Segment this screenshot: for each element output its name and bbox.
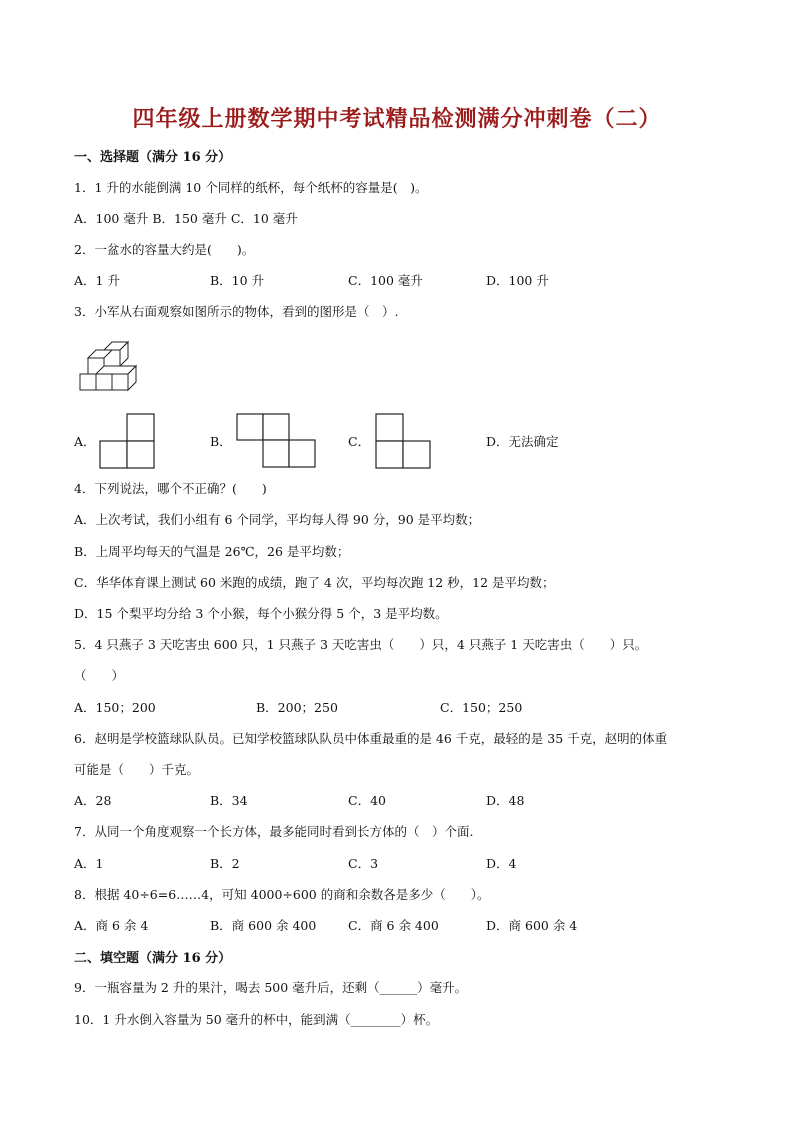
page-title: 四年级上册数学期中考试精品检测满分冲刺卷（二）	[132, 106, 662, 132]
question-7-options	[74, 854, 734, 872]
option-c: C．	[348, 434, 371, 449]
question-4-option-b: B．上周平均每天的气温是 26℃，26 是平均数；	[74, 544, 350, 559]
view-shape-b	[236, 413, 316, 469]
option-a: A．28	[74, 793, 112, 808]
option-d: D．4	[486, 856, 517, 871]
cube-stack-figure	[78, 336, 148, 394]
question-6: 6．赵明是学校篮球队队员。已知学校篮球队队员中体重最重的是 46 千克，最轻的是 35 千克，赵明的体重	[74, 731, 668, 746]
question-10: 10．1 升水倒入容量为 50 毫升的杯中，能到满（________）杯。	[74, 1012, 439, 1027]
view-shape-a	[99, 413, 155, 469]
option-a: A．1	[74, 856, 104, 871]
section-heading-choice: 一、选择题（满分 16 分）	[74, 150, 232, 165]
option-c: C．3	[348, 856, 379, 871]
option-b: B．200；250	[256, 700, 338, 715]
option-b: B．2	[210, 856, 240, 871]
question-2-options	[74, 271, 734, 289]
question-4-option-d: D．15 个梨平均分给 3 个小猴，每个小猴分得 5 个，3 是平均数。	[74, 606, 448, 621]
question-2: 2．一盆水的容量大约是( )。	[74, 242, 255, 257]
section-heading-fill-in: 二、填空题（满分 16 分）	[74, 951, 232, 966]
question-4-option-a: A．上次考试，我们小组有 6 个同学，平均每人得 90 分，90 是平均数；	[74, 512, 481, 527]
question-8: 8．根据 40÷6=6……4，可知 4000÷600 的商和余数各是多少（ ）。	[74, 887, 490, 902]
question-8-options	[74, 916, 734, 934]
option-d: D．无法确定	[486, 434, 559, 449]
option-d: D．100 升	[486, 273, 549, 288]
option-c: C．商 6 余 400	[348, 918, 439, 933]
option-c: C．100 毫升	[348, 273, 423, 288]
question-1: 1．1 升的水能倒满 10 个同样的纸杯，每个纸杯的容量是( )。	[74, 180, 428, 195]
question-3: 3．小军从右面观察如图所示的物体，看到的图形是（ ）.	[74, 304, 399, 319]
option-d: D．商 600 余 4	[486, 918, 578, 933]
option-b: B．10 升	[210, 273, 265, 288]
question-6-options	[74, 791, 734, 809]
option-c: C．40	[348, 793, 386, 808]
option-b: B．34	[210, 793, 248, 808]
option-b: B．	[210, 434, 232, 449]
option-c: C．150；250	[440, 700, 523, 715]
option-d: D．48	[486, 793, 525, 808]
question-9: 9．一瓶容量为 2 升的果汁，喝去 500 毫升后，还剩（______）毫升。	[74, 980, 468, 995]
question-7: 7．从同一个角度观察一个长方体，最多能同时看到长方体的（ ）个面.	[74, 824, 474, 839]
question-5-answer-blank: （ ）	[74, 668, 125, 683]
question-4-option-c: C．华华体育课上测试 60 米跑的成绩，跑了 4 次，平均每次跑 12 秒，12 是平均数；	[74, 575, 555, 590]
option-a: A．商 6 余 4	[74, 918, 149, 933]
option-b: B．商 600 余 400	[210, 918, 317, 933]
option-a: A．150；200	[74, 700, 156, 715]
question-1-options: A．100 毫升 B．150 毫升 C．10 毫升	[74, 211, 298, 226]
question-5-options	[74, 698, 734, 716]
option-a: A．	[74, 434, 96, 449]
option-a: A．1 升	[74, 273, 120, 288]
question-6-continued: 可能是（ ）千克。	[74, 762, 200, 777]
view-shape-c	[375, 413, 431, 469]
question-4: 4．下列说法，哪个不正确？( )	[74, 481, 267, 496]
question-5: 5．4 只燕子 3 天吃害虫 600 只，1 只燕子 3 天吃害虫（ ）只，4 只燕子 1 天吃害虫（ ）只。	[74, 637, 648, 652]
